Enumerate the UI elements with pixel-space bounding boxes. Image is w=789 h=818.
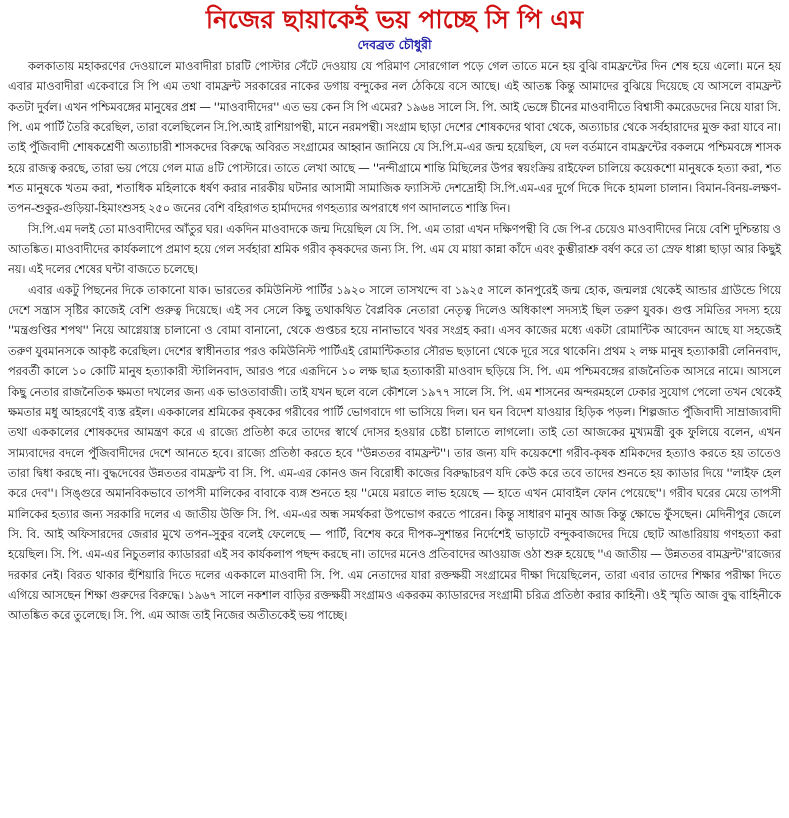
article-paragraph: সি.পি.এম দলই তো মাওবাদীদের আঁতুর ঘর। একদিন মাওবাদকে জন্ম দিয়েছিল যে সি. পি. এম তারা এখন দক্ষিণপন্থী বি জে পি-র চেয়েও মাওবাদীদের নিয়ে বেশি দুশ্চিন্তায় ও আতঙ্কিত। মাওবাদীদের কার্যকলাপে প্রমাণ হয়ে গেল সর্বহারা শ্রমিক গরীব কৃষকদের জন্য সি. পি. এম যে মায়া কান্না কাঁদে এবং কুম্ভীরাশ্রু বর্ষণ করে তা স্রেফ ধাপ্পা ছাড়া আর কিছুই নয়। এই দলের শেষের ঘন্টা বাজতে চলেছে।	[8, 221, 781, 277]
article-byline: দেবব্রত চৌধুরী	[357, 37, 432, 52]
article-body	[8, 56, 781, 626]
article-paragraph: এবার একটু পিছনের দিকে তাকানো যাক। ভারতের কমিউনিস্ট পার্টির ১৯২০ সালে তাসখন্দে বা ১৯২৫ সালে কানপুরেই জন্ম হোক, জন্মলগ্ন থেকেই আন্ডার গ্রাউন্ডে গিয়ে দেশে সন্ত্রাস সৃষ্টির কাজেই বেশি গুরুত্ব দিয়েছে। এই সব সেলে কিছু তথাকথিত বৈপ্লবিক নেতারা নেতৃত্ব দিলেও অধিকাংশ সদস্যই ছিল তরুণ যুবক। গুপ্ত সমিতির সদস্য হয়ে ''মন্ত্রগুপ্তির শপথ'' নিয়ে আগ্নেয়াস্ত্র চালানো ও বোমা বানানো, থেকে গুপ্তচর হয়ে নানাভাবে খবর সংগ্রহ করা। এসব কাজের মধ্যে একটা রোমান্টিক আবেদন আছে যা সহজেই তরুণ যুবমানসকে আকৃষ্ট করেছিল। দেশের স্বাধীনতার পরও কমিউনিস্ট পার্টিএই রোমান্টিকতার সৌরভ ছড়ানো থেকে দূরে সরে থাকেনি। প্রথম ২ লক্ষ মানুষ হত্যাকারী লেনিনবাদ, পরবর্তী কালে ১০ কোটি মানুষ হত্যাকারী স্টালিনবাদ, আরও পরে এরূদিনে ১০ লক্ষ ছাত্র হত্যাকারী মাওবাদ ছড়িয়ে সি. পি. এম পশ্চিমবঙ্গের রাজনৈতিক আসরে নামে। আসলে কিছু নেতার রাজনৈতিক ক্ষমতা দখলের জন্য এক ভাওতাবাজী। তাই যখন ছলে বলে কৌশলে ১৯৭৭ সালে সি. পি. এম শাসনের অন্দরমহলে ঢেকার সুযোগ পেলো তখন থেকেই ক্ষমতার মধু আহরণেই ব্যস্ত রইল। এককালের শ্রমিকের কৃষকের গরীবের পার্টি ভোগবাদে গা ভাসিয়ে দিল। ঘন ঘন বিদেশ যাওয়ার হিড়িক পড়ল। শিল্পজাত পুঁজিবাদী সাম্রাজ্যবাদী তথা এককালের শোষকদের আমন্ত্রণ করে এ রাজ্যে প্রতিষ্ঠা করে তাদের স্বার্থে দোসর হওয়ার চেষ্টা চালাতে লাগলো। তাই তো আজকের মুখ্যমন্ত্রী বুক ফুলিয়ে বলেন, এখন সাম্যবাদের বদলে পুঁজিবাদীদের দেশে আনতে হবে। রাজ্যে প্রতিষ্ঠা করতে হবে ''উন্নততর বামফ্রন্ট''। তার জন্য যদি কয়েকশো গরীব-কৃষক শ্রমিকদের হত্যাও করতে হয় তাতেও তারা দ্বিধা করছে না। বুদ্ধদেবের উন্নততর বামফ্রন্ট বা সি. পি. এম-এর কোনও জন বিরোধী কাজের বিরুদ্ধাচরণ যদি কেউ করে তবে তাদের শুনতে হয় ক্যাডার দিয়ে ''লাইফ হেল করে দেব''। সিঙ্গুরে অমানবিকভাবে তাপসী মালিকের বাবাকে ব্যঙ্গ শুনতে হয় ''মেয়ে মরাতে লাভ হয়েছে — হাতে এখন মোবাইল ফোন পেয়েছে''। গরীব ঘরের মেয়ে তাপসী মালিকের হত্যার জন্য সরকারি দলের এ জাতীয় উক্তি সি. পি. এম-এর অন্ধ সমর্থকরা উপভোগ করতে পারেন। কিন্তু সাধারণ মানুষ আজ কিন্তু ক্ষোভে ফুঁসছেন। মেদিনীপুর জেলে সি. বি. আই অফিসারদের জেরার মুখে তপন-সুকুর বলেই ফেলেছে — পার্টি, বিশেষ করে দীপক-সুশান্তর নির্দেশেই ভাড়াটে বন্দুকবাজদের দিয়ে ছোট আঙারিয়ায় গণহত্যা করা হয়েছিল। সি. পি. এম-এর নিচুতলার ক্যাডাররা এই সব কার্যকলাপ পছন্দ করছে না। তাদের মনেও প্রতিবাদের আওয়াজ ওঠা শুরু হয়েছে ''এ জাতীয় — উন্নততর বামফ্রন্ট''রাজ্যের দরকার নেই। বিরত থাকার হুঁশিয়ারি দিতে দলের এককালে মাওবাদী সি. পি. এম নেতাদের যারা রক্তক্ষয়ী সংগ্রামের দীক্ষা দিয়েছিলেন, তারা এবার তাদের শিক্ষার পরীক্ষা দিতে এগিয়ে আসছেন শিক্ষা গুরুদের বিরুদ্ধে। ১৯৬৭ সালে নকশাল বাড়ির রক্তক্ষয়ী সংগ্রামও একরকম ক্যাডারদের সংগ্রামী চরিত্র প্রতিষ্ঠা করার কাহিনী। ওই স্মৃতি আজ বুদ্ধ বাহিনীকে আতঙ্কিত করে তুলেছে। সি. পি. এম আজ তাই নিজের অতীতকেই ভয় পাচ্ছে।	[8, 282, 781, 623]
article-paragraph: কলকাতায় মহাকরণের দেওয়ালে মাওবাদীরা চারটি পোস্টার সেঁটে দেওয়ায় যে পরিমাণ সোরগোল পড়ে গেল তাতে মনে হয় বুঝি বামফ্রন্টের দিন শেষ হয়ে এলো। মনে হয় এবার মাওবাদীরা একেবারে সি পি এম তথা বামফ্রন্ট সরকারের নাকের ডগায় বন্দুকের নল ঠেকিয়ে বসে আছে। এই আতঙ্ক কিন্তু আমাদের বুঝিয়ে দিয়েছে যে আসলে বামফ্রন্ট কতটা দুর্বল। এখন পশ্চিমবঙ্গের মানুষের প্রশ্ন — ''মাওবাদীদের'' এত ভয় কেন সি পি এমের? ১৯৬৪ সালে সি. পি. আই ভেঙ্গে চীনের মাওবাদীতে বিশ্বাসী কমরেডদের নিয়ে যারা সি. পি. এম পার্টি তৈরি করেছিল, তারা বলেছিলেন সি.পি.আই রাশিয়াপন্থী, মানে নরমপন্থী। সংগ্রাম ছাড়া দেশের শোষকদের থাবা থেকে, অত্যাচার থেকে সর্বহারাদের মুক্ত করা যাবে না। তাই পুঁজিবাদী শোষকশ্রেণী অত্যাচারী শাসকদের বিরুদ্ধে অবিরত সংগ্রামের আহ্বান জানিয়ে যে সি.পি.ম-এর জন্ম হয়েছিল, যে দল বর্তমানে বামফ্রন্টের বকলমে পশ্চিমবঙ্গে শাসক হয়ে রাজত্ব করছে, তারা ভয় পেয়ে গেল মাত্র ৪টি পোস্টারে। তাতে লেখা আছে — ''নন্দীগ্রামে শান্তি মিছিলের উপর স্বয়ংক্রিয় রাইফেল চালিয়ে কয়েকশো মানুষকে হত্যা করা, শত শত মানুষকে খতম করা, শতাধিক মহিলাকে ধর্ষণ করার নারকীয় ঘটনার আসামী সামাজিক ফ্যাসিস্ট দেশদ্রোহী সি.পি.এম-এর দুর্গে দিকে দিকে হামলা চালান। বিমান-বিনয়-লক্ষণ-তপন-শুকুর-গুড়িয়া-হিমাংশুসহ ২৫০ জনের বেশি বহিরাগত হার্মাদদের গণহত্যার অপরাধে গণ আদালতে শাস্তি দিন।	[8, 59, 781, 216]
article-headline: নিজের ছায়াকেই ভয় পাচ্ছে সি পি এম	[205, 5, 584, 34]
